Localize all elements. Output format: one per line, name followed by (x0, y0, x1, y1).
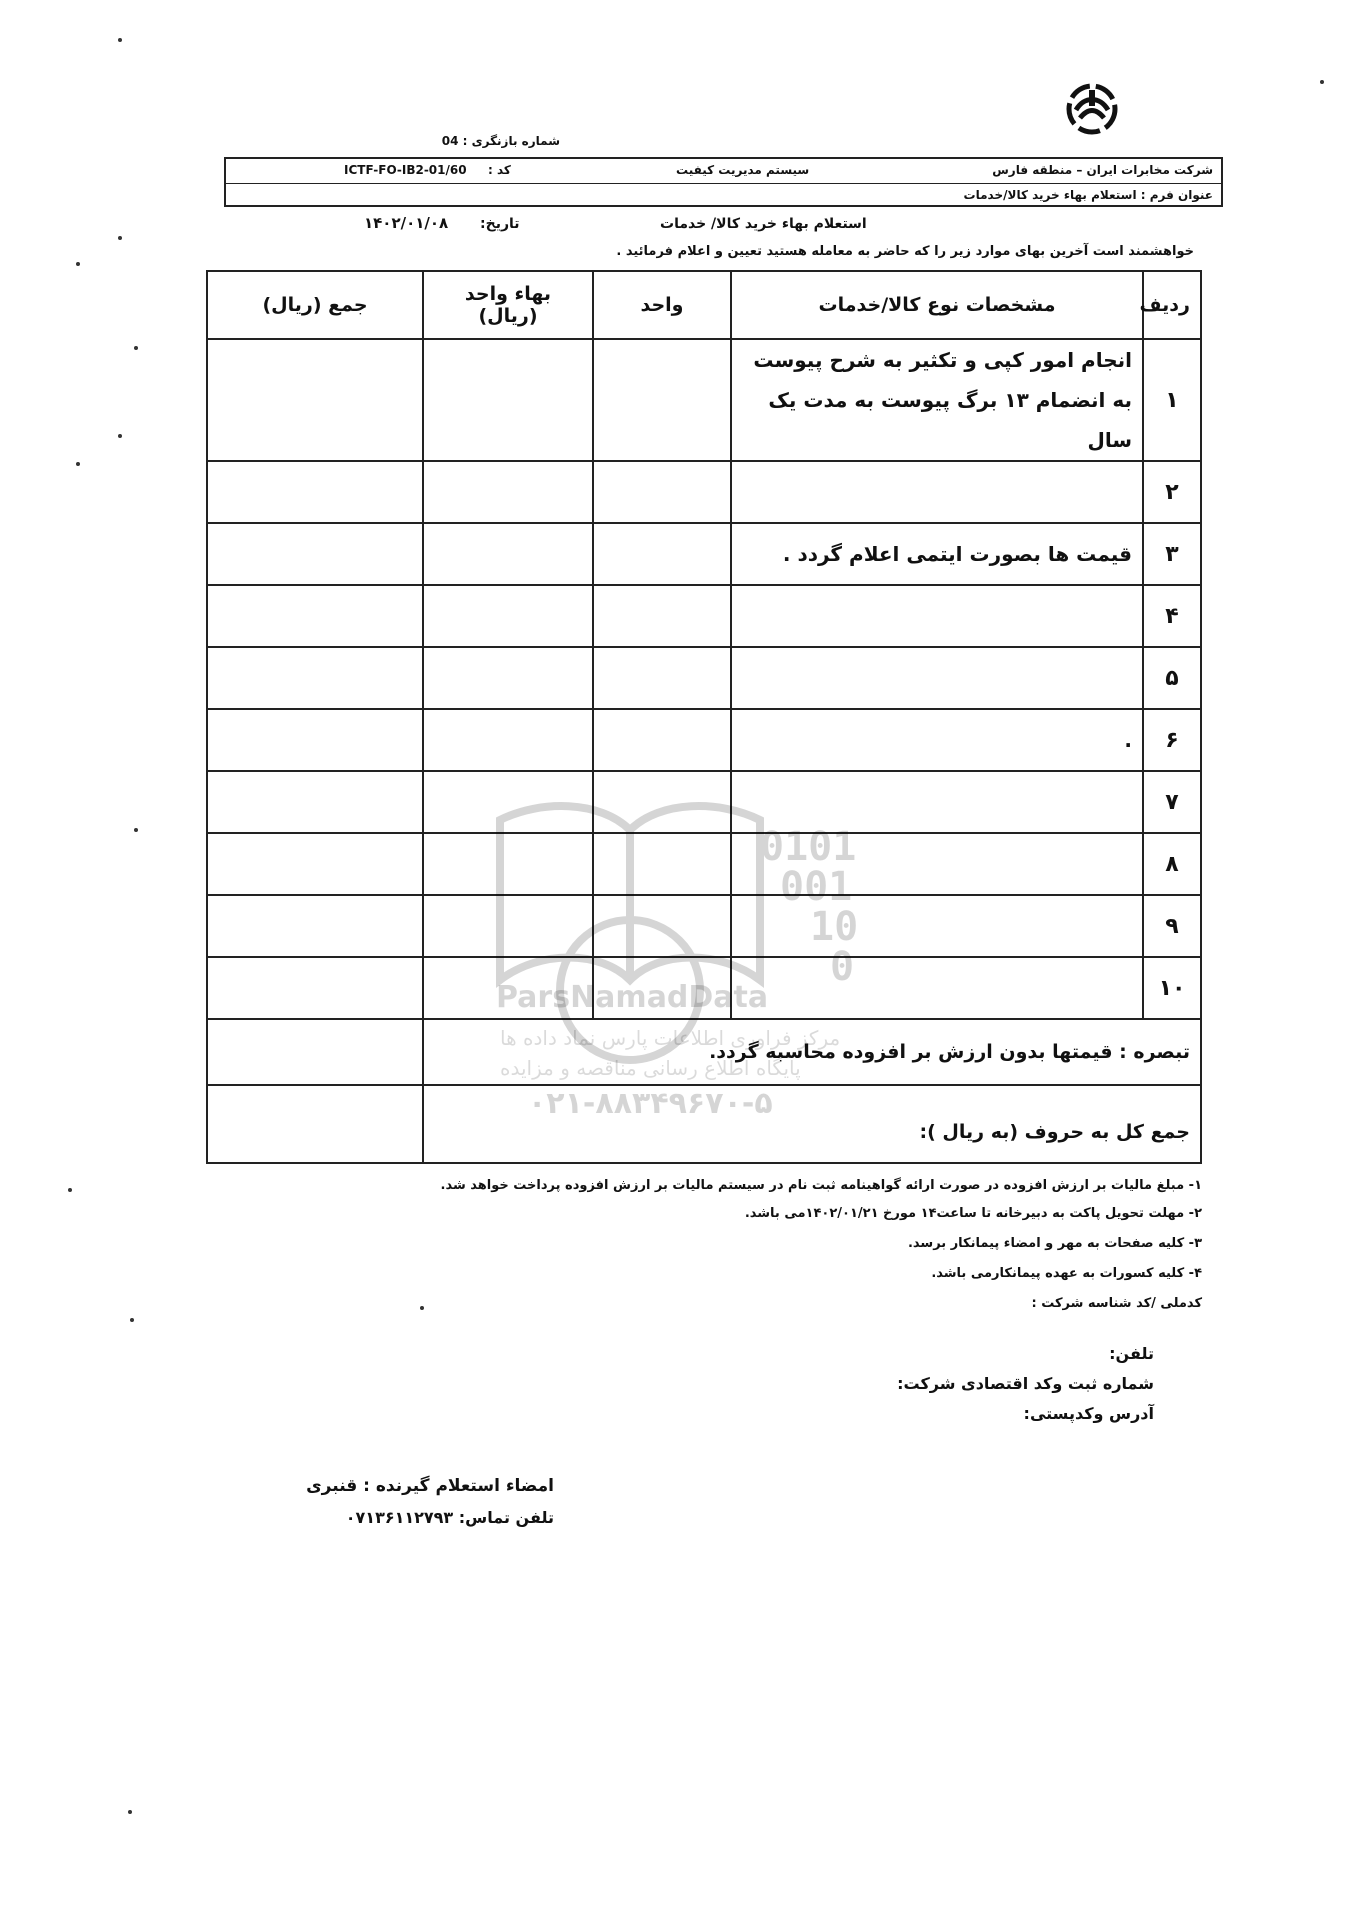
registration-label: شماره ثبت وکد اقتصادی شرکت: (897, 1374, 1154, 1393)
note-item: ۴- کلیه کسورات به عهده پیمانکارمی باشد. (931, 1266, 1202, 1281)
revision-number: شماره بازنگری : 04 (441, 134, 560, 148)
row-number: ۵ (1143, 647, 1201, 709)
row-unit-price[interactable] (423, 833, 593, 895)
table-row (207, 833, 1201, 895)
row-number: ۳ (1143, 523, 1201, 585)
col-row: ردیف (1143, 271, 1201, 339)
svg-text:0101: 0101 (760, 824, 857, 870)
scan-speck (118, 38, 122, 42)
table-row (207, 339, 1201, 461)
row-total[interactable] (207, 771, 423, 833)
form-header-box (224, 157, 1223, 207)
row-total[interactable] (207, 585, 423, 647)
watermark-line-2: پایگاه اطلاع رسانی مناقصه و مزایده (500, 1056, 801, 1080)
note-item: ۳- کلیه صفحات به مهر و امضاء پیمانکار برسد. (907, 1236, 1202, 1251)
table-row (207, 647, 1201, 709)
document-title: استعلام بهاء خرید کالا/ خدمات (660, 216, 867, 232)
row-number: ۶ (1143, 709, 1201, 771)
date-label: تاریخ: (480, 216, 520, 232)
row-unit[interactable] (593, 895, 731, 957)
row-unit[interactable] (593, 585, 731, 647)
code-label: کد : (488, 163, 511, 177)
col-unit: واحد (593, 271, 731, 339)
row-number: ۹ (1143, 895, 1201, 957)
form-title: عنوان فرم : استعلام بهاء خرید کالا/خدمات (963, 188, 1213, 202)
grand-total-words: جمع کل به حروف (به ریال ): (423, 1085, 1201, 1163)
signature-phone: تلفن تماس: ۰۷۱۳۶۱۱۲۷۹۳ (345, 1508, 554, 1527)
table-row (207, 585, 1201, 647)
request-text: خواهشمند است آخرین بهای موارد زیر را که حاضر به معامله هستید تعیین و اعلام فرمائید . (616, 244, 1194, 259)
table-row (207, 771, 1201, 833)
table-row (207, 461, 1201, 523)
row-total[interactable] (207, 339, 423, 461)
quality-system: سیستم مدیریت کیفیت (676, 163, 810, 177)
row-total[interactable] (207, 523, 423, 585)
scan-speck (76, 462, 80, 466)
scan-speck (1320, 80, 1324, 84)
row-unit-price[interactable] (423, 771, 593, 833)
scan-speck (134, 346, 138, 350)
company-name: شرکت مخابرات ایران – منطقه فارس (992, 163, 1213, 177)
row-description: قیمت ها بصورت ایتمی اعلام گردد . (731, 523, 1143, 585)
row-unit-price[interactable] (423, 647, 593, 709)
row-unit[interactable] (593, 771, 731, 833)
row-description (731, 585, 1143, 647)
row-total[interactable] (207, 957, 423, 1019)
row-number: ۷ (1143, 771, 1201, 833)
table-header-row (207, 271, 1201, 339)
row-unit-price[interactable] (423, 461, 593, 523)
row-total[interactable] (207, 709, 423, 771)
scan-speck (118, 236, 122, 240)
table-row (207, 523, 1201, 585)
row-unit-price[interactable] (423, 585, 593, 647)
note-item: ۱- مبلغ مالیات بر ارزش افزوده در صورت ارائه گواهینامه ثبت نام در سیستم مالیات بر ارزش افزوده پرداخت خواهد شد. (440, 1178, 1202, 1193)
row-number: ۱۰ (1143, 957, 1201, 1019)
row-description (731, 833, 1143, 895)
col-total: جمع (ریال) (207, 271, 423, 339)
row-number: ۴ (1143, 585, 1201, 647)
row-description (731, 957, 1143, 1019)
table-row (207, 709, 1201, 771)
scan-speck (76, 262, 80, 266)
row-number: ۱ (1143, 339, 1201, 461)
row-number: ۸ (1143, 833, 1201, 895)
table-row (207, 895, 1201, 957)
row-description (731, 895, 1143, 957)
row-description (731, 461, 1143, 523)
row-unit[interactable] (593, 647, 731, 709)
watermark-brand: ParsNamadData (496, 980, 769, 1015)
row-total[interactable] (207, 461, 423, 523)
col-unit-price: بهاء واحد (ریال) (423, 271, 593, 339)
row-description: . (731, 709, 1143, 771)
date-value: ۱۴۰۲/۰۱/۰۸ (364, 214, 449, 232)
grand-total-cell[interactable] (207, 1085, 423, 1163)
row-unit[interactable] (593, 523, 731, 585)
svg-text:0: 0 (830, 944, 855, 990)
row-unit-price[interactable] (423, 895, 593, 957)
row-number: ۲ (1143, 461, 1201, 523)
row-description (731, 647, 1143, 709)
scan-speck (118, 434, 122, 438)
tax-note: تبصره : قیمتها بدون ارزش بر افزوده محاسبه گردد. (423, 1019, 1201, 1085)
row-unit[interactable] (593, 833, 731, 895)
watermark-phone: ۰۲۱-۸۸۳۴۹۶۷۰-۵ (528, 1086, 773, 1121)
note-total-cell[interactable] (207, 1019, 423, 1085)
scan-speck (130, 1318, 134, 1322)
row-unit-price[interactable] (423, 709, 593, 771)
form-code: ICTF-FO-IB2-01/60 (344, 163, 467, 177)
row-description (731, 771, 1143, 833)
signature-name: امضاء استعلام گیرنده : قنبری (306, 1476, 554, 1496)
row-unit[interactable] (593, 461, 731, 523)
svg-text:10: 10 (810, 904, 859, 950)
address-label: آدرس وکدپستی: (1023, 1404, 1154, 1423)
col-spec: مشخصات نوع کالا/خدمات (731, 271, 1143, 339)
row-unit-price[interactable] (423, 523, 593, 585)
phone-label: تلفن: (1109, 1344, 1154, 1363)
scan-speck (134, 828, 138, 832)
note-item: ۲- مهلت تحویل پاکت به دبیرخانه تا ساعت۱۴ مورخ ۱۴۰۲/۰۱/۲۱می باشد. (744, 1206, 1202, 1221)
watermark-line-1: مرکز فراوری اطلاعات پارس نماد داده ها (500, 1026, 841, 1050)
row-unit-price[interactable] (423, 339, 593, 461)
header-row-1 (226, 159, 1221, 183)
row-total[interactable] (207, 895, 423, 957)
row-total[interactable] (207, 833, 423, 895)
header-row-2 (226, 183, 1221, 208)
row-total[interactable] (207, 647, 423, 709)
row-unit[interactable] (593, 339, 731, 461)
scan-speck (68, 1188, 72, 1192)
svg-text:001: 001 (780, 864, 853, 910)
scan-speck (128, 1810, 132, 1814)
row-description: انجام امور کپی و تکثیر به شرح پیوست به انضمام ۱۳ برگ پیوست به مدت یک سال (731, 339, 1143, 461)
row-unit[interactable] (593, 709, 731, 771)
scan-speck (420, 1306, 424, 1310)
company-id-label: کدملی /کد شناسه شرکت : (1031, 1296, 1202, 1311)
company-logo-icon (1062, 82, 1122, 136)
